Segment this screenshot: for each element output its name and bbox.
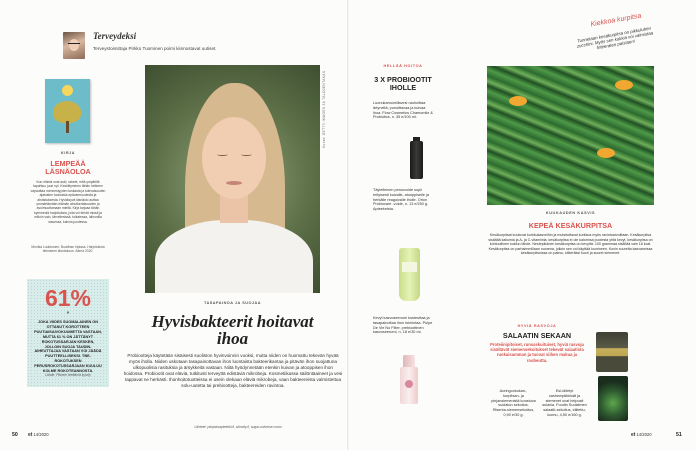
- snack-title: SALAATIN SEKAAN: [502, 331, 572, 340]
- book-label: KIRJA: [61, 151, 75, 155]
- book-tree-trunk: [66, 121, 69, 133]
- product-2-label: [402, 262, 417, 272]
- product-3-text: Kevyt kasvoseerumi kosteuttaa ja tasapainottaa ihon toimintaa. Pulpe De Vie No Filter, prebioottinen kasvoseerumi, n. 18 e/30 ml.: [373, 316, 433, 335]
- article-headline: Hyvisbakteerit hoitavat ihoa: [151, 312, 314, 348]
- vegetable-body: Kesäkurpitsat kuuluvat kurkkukasveihin ja mutsituttavat kurkkua myös ravintoarvoiltaan. Kesäkurpitsa sisältää kaliumia ja A- ja C-vitamiinia, kesäkurpitsa ei ole kalorinsa puolesta yhtä kevyt, kesäkurpitsa on kohtuullinen kuidun lähde. Nestepitoinen kesäkurpitsa on kevyttä: 100 grammaa sisältää vain 18 kcal. Kesäkurpitsa on parhaimmillaan nuorena, jolloin sen voi käyttää kuorineen. Kovin suurelta kasvaneissa kesäkurpitsoissa on paksu, kitkeräksi kuori ja suuret siemenet.: [488, 233, 653, 256]
- handwritten-note: Tunnetaan kesäkurpitsa on pikkuluhen zucchini. Myös sen kukkia voi valmistaa friteeraten paistaen!: [576, 25, 654, 51]
- vegetable-title: KEPEÄ KESÄKURPITSA: [528, 221, 613, 230]
- brand-logo: et: [631, 432, 636, 438]
- product-3-logo-icon: [405, 380, 413, 388]
- zucchini-blossom: [615, 80, 633, 90]
- book-title: LEMPEÄÄ LÄSNÄOLOA: [45, 159, 91, 176]
- zucchini-blossom: [597, 148, 615, 158]
- photo-eye-right: [241, 153, 252, 156]
- snack-label: HYVIÄ RASVOJA: [517, 324, 557, 328]
- issue-right: 14/2020: [636, 432, 652, 437]
- folio-left: [28, 432, 49, 438]
- article-sources: Lähteet: yliopistoapteekki.fi, skincity.fi, sugar-universe.como: [194, 425, 282, 429]
- book-credit: Monika Luukkonen: Buddhan hipiasa. Harjoituksia tietoiseen läsnäoloon. Atena 2020.: [31, 245, 105, 254]
- main-photo: [145, 65, 320, 293]
- products-title: 3 X PROBIOOTIT IHOLLE: [374, 75, 432, 92]
- section-title: Terveydeksi: [93, 31, 137, 41]
- stat-text: JOKA VIIDES SUOMALAINEN ON OTTANUT KOROTTEEN PUUTIAISAIVOKUUMETTA VASTAAN, MUTTA 61 % ON JÄTTÄNYT ROKOTUSSARJAN KESKEN, JOLLOIN SUOJA TAUDIN-AIHEUTTAJAA VASTAAN VOI JÄÄDÄ PUUTTEELLISEKSI. TBE-ROKOTUKSEN PERUSROKOTUSSARJAAN KUULUU KOLME ROKOTEANNOSTA.: [34, 320, 102, 374]
- page-number-right: 51: [676, 432, 682, 438]
- book-tree-icon: [53, 101, 81, 123]
- stat-asterisk: *: [66, 311, 70, 318]
- article-kicker: TASAPAINOA JA SUOJAA: [203, 301, 262, 305]
- issue-left: 14/2020: [33, 432, 49, 437]
- zucchini-photo: [487, 66, 654, 205]
- stat-source: Lähde: Pfizerin teettämä kysely: [45, 373, 91, 377]
- seed-mix-bag: [596, 332, 628, 372]
- article-body: Probiootteja käytetään sisäisesti suoliston hyvinvoinnin vuoksi, mutta niiden on huomattu tekevän hyvää myös iholla. Niiden uskotaan tasapainottavan ihon luontaista bakteerikantaa ja pitävän ihon suojattuna ulkopuolisia rasituksia ja ärsykkeitä vastaan. Niitä hyödynnetään etenkin kuivan ja atooppisen ihon hoidossa. Probiootit ovat eläviä, tutkitusti terveyttä edistäviä mikrobeja. Kosmetiikassa säilöntäaineet ja vesi tappavat ne herkästi. Ihonhoitotuotteissa ei usein olekaan eläviä mikrobeja, vaan bakteereista valmistettua solu-uutetta tai prebiootteja, bakteereiden ravintoa.: [123, 353, 343, 388]
- page-gutter: [347, 0, 349, 450]
- page-number-left: 50: [12, 432, 18, 438]
- brand-logo: et: [28, 432, 33, 438]
- folio-right: [631, 432, 652, 438]
- product-2-text: Täytelleinen perusvoide sopii erityisesti kuivalle, atooppiselle ja herkälle reagoivalle iholle. Orion Probiocare -voide, n. 13 e/250 g. Apteekeista.: [373, 188, 429, 212]
- products-label: HELLÄÄ HOITOA: [383, 64, 423, 68]
- portrait-glasses: [68, 43, 80, 46]
- photo-shoulders: [155, 220, 313, 293]
- photo-lips: [226, 181, 242, 185]
- book-cover: [45, 79, 90, 143]
- snack-intro: Proteiinipitoiset, runsaskuituiset, hyviä rasvoja sisältävät siemensekoitukset tekevät salaatista ruokaisamman ja tuovat siihen makua ja rouheutta.: [490, 342, 584, 363]
- note-title: Kiekkoa kurpitsa: [590, 12, 642, 29]
- photo-face: [202, 117, 266, 199]
- product-1-text: Luonukamomillavesi rauhoittaa ärtyneitä, punoittavaa ja kuivaa ihoa. Flow Cosmetics Chamomile & Probiotics, n. 35 e/100 ml.: [373, 101, 433, 120]
- salad-mix-bag: [598, 376, 628, 421]
- snack-product-2-text: Esi-iditetyt cashewpähkinät ja siemenet ovat helposti sulavia. Foodin Suolaimen salaatti-sekoitus, idiitettu, luomu, 4,50 e/160 g.: [542, 389, 587, 417]
- editor-portrait: [63, 32, 85, 59]
- snack-product-1-text: Auringonkukan-, kurpitsan- ja pinjansiemenistä koostuva suolaton sekoitus. Risenta-siemensekoitus, 0,90 e/30 g.: [491, 389, 536, 417]
- section-subtitle: Terveystoimittaja Pirkko Tuominen poimi kiinnostavat uutiset.: [93, 46, 217, 51]
- product-2-tube: [399, 248, 420, 301]
- photo-credit: Kuvat: GETTY IMAGES JA TALOJENTAKAS: [322, 70, 326, 148]
- book-sun-icon: [62, 85, 73, 96]
- zucchini-blossom: [509, 96, 527, 106]
- product-1-bottle: [410, 141, 423, 179]
- book-body: Kun elämä ovat auki, rakeet, mitä ympärillä tapahtuu juuri nyt. Keskittyminen tähän hetkeen vapauttaa mennestyyden tuskasta ja tulevaisuuden ajatusten tuomasta epävarmuudesta ja ahdistuksesta. Hyväksyvä läsnäolo auttaa ymmärtämään elämän ainutkertaisuuden ja avoimuuttamaan mieltä. Kirja tarjoaa tähän kymmeniä harjoituksia, joita voi tehdä missä ja milloin vain, tärveliesissä, toikatessa, laihunilla sisuessa, kahvia juodessa.: [30, 180, 106, 224]
- stat-percent: 61%: [44, 285, 92, 311]
- vegetable-label: KUUKAUDEN KASVIS: [545, 211, 596, 215]
- photo-eye-left: [217, 153, 228, 156]
